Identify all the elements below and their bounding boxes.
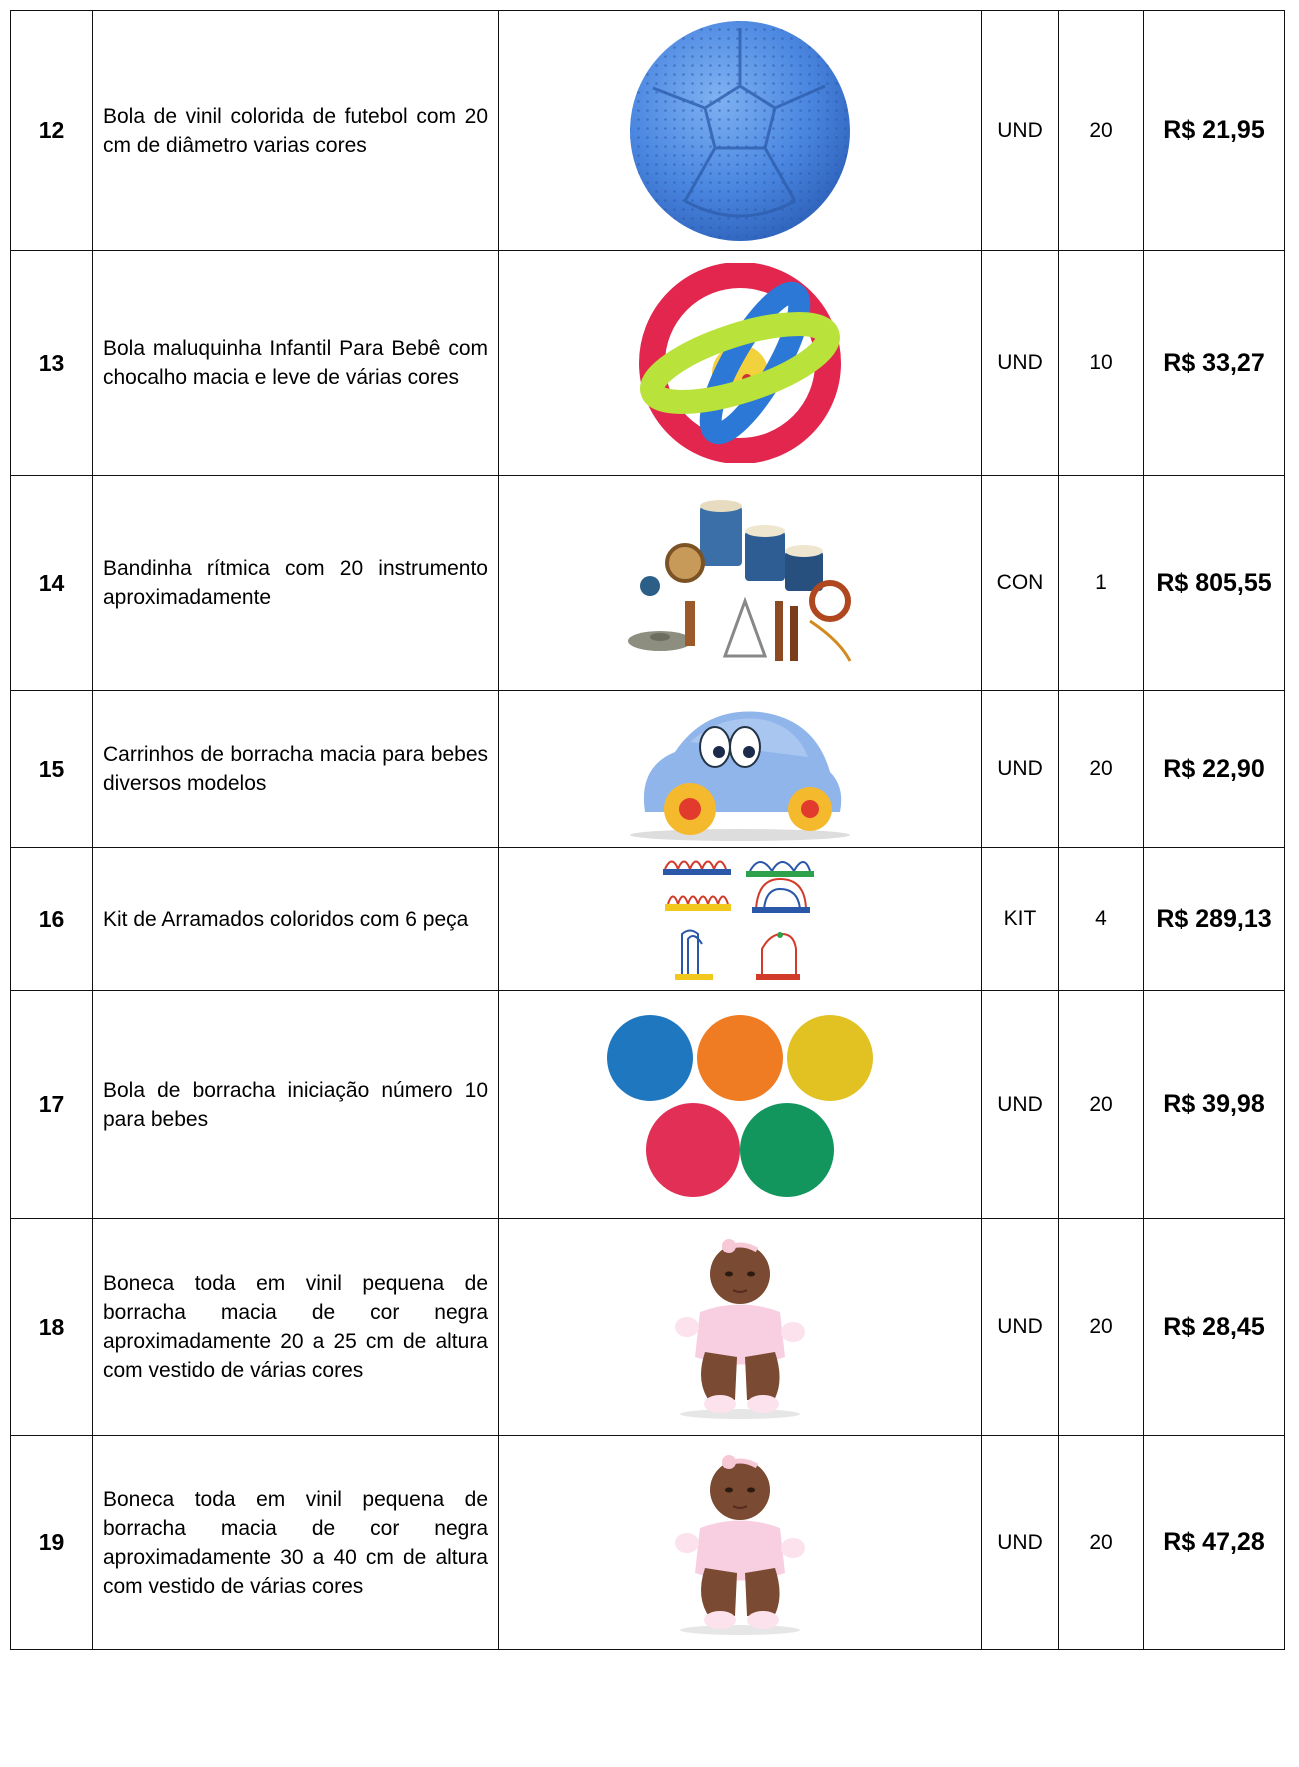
table-row [11,476,1285,691]
item-price: R$ 289,13 [1144,848,1285,991]
baby-doll-image [665,1232,815,1422]
item-unit: UND [982,1436,1059,1650]
item-image-cell [499,1436,982,1650]
item-unit: UND [982,11,1059,251]
item-price: R$ 28,45 [1144,1219,1285,1436]
item-image-cell [499,251,982,476]
item-unit: UND [982,691,1059,848]
bead-maze-kit-image [660,849,820,989]
item-description: Bola de borracha iniciação número 10 para bebes [93,991,499,1219]
item-image-cell [499,848,982,991]
item-number: 13 [11,251,93,476]
item-quantity: 20 [1059,11,1144,251]
item-price: R$ 21,95 [1144,11,1285,251]
item-image-cell [499,1219,982,1436]
item-quantity: 20 [1059,1219,1144,1436]
item-quantity: 20 [1059,991,1144,1219]
rattle-ball-image [635,263,845,463]
item-number: 12 [11,11,93,251]
item-number: 19 [11,1436,93,1650]
item-quantity: 4 [1059,848,1144,991]
item-description: Bola de vinil colorida de futebol com 20 cm de diâmetro varias cores [93,11,499,251]
item-unit: UND [982,991,1059,1219]
item-price: R$ 39,98 [1144,991,1285,1219]
item-description: Boneca toda em vinil pequena de borracha macia de cor negra aproximadamente 20 a 25 cm de altura com vestido de várias cores [93,1219,499,1436]
table-row [11,1219,1285,1436]
item-unit: UND [982,251,1059,476]
baby-doll-image [665,1448,815,1638]
item-price: R$ 22,90 [1144,691,1285,848]
item-number: 14 [11,476,93,691]
item-image-cell [499,991,982,1219]
item-unit: UND [982,1219,1059,1436]
item-number: 17 [11,991,93,1219]
item-description: Kit de Arramados coloridos com 6 peça [93,848,499,991]
item-unit: KIT [982,848,1059,991]
item-number: 16 [11,848,93,991]
table-row [11,991,1285,1219]
rubber-toy-car-image [620,697,860,842]
item-description: Bandinha rítmica com 20 instrumento aproximadamente [93,476,499,691]
item-image-cell [499,476,982,691]
item-image-cell [499,691,982,848]
item-price: R$ 33,27 [1144,251,1285,476]
item-number: 15 [11,691,93,848]
item-number: 18 [11,1219,93,1436]
rhythm-band-instruments-image [625,491,855,676]
item-description: Boneca toda em vinil pequena de borracha macia de cor negra aproximadamente 30 a 40 cm de altura com vestido de várias cores [93,1436,499,1650]
item-quantity: 1 [1059,476,1144,691]
items-table [10,10,1285,1650]
item-quantity: 20 [1059,691,1144,848]
table-row [11,251,1285,476]
item-quantity: 20 [1059,1436,1144,1650]
table-row [11,691,1285,848]
blue-soccer-ball-image [625,16,855,246]
item-description: Carrinhos de borracha macia para bebes diversos modelos [93,691,499,848]
item-quantity: 10 [1059,251,1144,476]
item-unit: CON [982,476,1059,691]
item-image-cell [499,11,982,251]
table-row [11,11,1285,251]
item-price: R$ 47,28 [1144,1436,1285,1650]
item-description: Bola maluquinha Infantil Para Bebê com chocalho macia e leve de várias cores [93,251,499,476]
table-row [11,1436,1285,1650]
item-price: R$ 805,55 [1144,476,1285,691]
rubber-balls-image [605,1010,875,1200]
table-row [11,848,1285,991]
